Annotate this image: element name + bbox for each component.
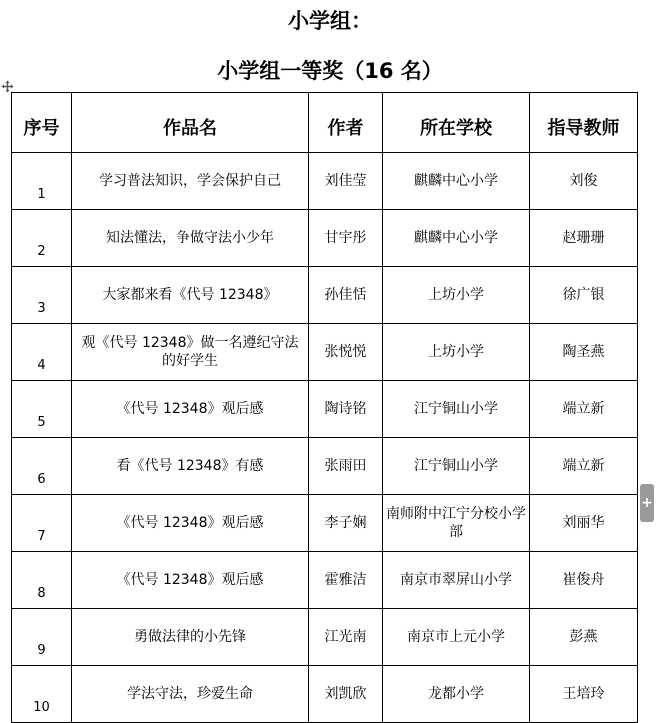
column-header-author: 作者 — [309, 93, 383, 153]
cell-work: 《代号 12348》观后感 — [72, 495, 309, 552]
move-icon[interactable] — [1, 78, 14, 91]
cell-school: 龙都小学 — [383, 666, 530, 723]
table-header-row — [12, 93, 638, 153]
cell-school: 江宁铜山小学 — [383, 438, 530, 495]
cell-school: 麒麟中心小学 — [383, 153, 530, 210]
cell-index: 2 — [12, 210, 72, 267]
cell-index: 10 — [12, 666, 72, 723]
cell-author: 霍雅洁 — [309, 552, 383, 609]
column-header-work: 作品名 — [72, 93, 309, 153]
cell-work: 学习普法知识，学会保护自己 — [72, 153, 309, 210]
cell-school: 上坊小学 — [383, 324, 530, 381]
cell-teacher: 王培玲 — [530, 666, 638, 723]
cell-teacher: 端立新 — [530, 381, 638, 438]
cell-school: 南京市上元小学 — [383, 609, 530, 666]
table-row — [12, 381, 638, 438]
cell-teacher: 刘俊 — [530, 153, 638, 210]
cell-author: 孙佳恬 — [309, 267, 383, 324]
cell-school: 江宁铜山小学 — [383, 381, 530, 438]
cell-author: 江光南 — [309, 609, 383, 666]
cell-author: 陶诗铭 — [309, 381, 383, 438]
cell-teacher: 端立新 — [530, 438, 638, 495]
cell-work: 勇做法律的小先锋 — [72, 609, 309, 666]
cell-teacher: 赵珊珊 — [530, 210, 638, 267]
cell-school: 南京市翠屏山小学 — [383, 552, 530, 609]
cell-index: 1 — [12, 153, 72, 210]
cell-index: 5 — [12, 381, 72, 438]
cell-teacher: 徐广银 — [530, 267, 638, 324]
table-row — [12, 438, 638, 495]
cell-author: 刘佳莹 — [309, 153, 383, 210]
cell-index: 7 — [12, 495, 72, 552]
cell-index: 4 — [12, 324, 72, 381]
table-row — [12, 324, 638, 381]
cell-author: 张悦悦 — [309, 324, 383, 381]
table-row — [12, 495, 638, 552]
table-row — [12, 609, 638, 666]
table-row — [12, 552, 638, 609]
cell-index: 8 — [12, 552, 72, 609]
column-header-index: 序号 — [12, 93, 72, 153]
cell-work: 观《代号 12348》做一名遵纪守法的好学生 — [72, 324, 309, 381]
award-table — [11, 92, 638, 723]
cell-work: 《代号 12348》观后感 — [72, 381, 309, 438]
cell-work: 大家都来看《代号 12348》 — [72, 267, 309, 324]
table-row — [12, 210, 638, 267]
cell-author: 甘宇彤 — [309, 210, 383, 267]
table-row — [12, 153, 638, 210]
cell-work: 知法懂法，争做守法小少年 — [72, 210, 309, 267]
cell-index: 6 — [12, 438, 72, 495]
page-title: 小学组： — [288, 9, 372, 33]
cell-school: 南师附中江宁分校小学部 — [383, 495, 530, 552]
cell-index: 9 — [12, 609, 72, 666]
plus-icon[interactable]: + — [640, 484, 654, 522]
cell-teacher: 彭燕 — [530, 609, 638, 666]
cell-index: 3 — [12, 267, 72, 324]
cell-school: 上坊小学 — [383, 267, 530, 324]
cell-author: 张雨田 — [309, 438, 383, 495]
cell-teacher: 崔俊舟 — [530, 552, 638, 609]
cell-school: 麒麟中心小学 — [383, 210, 530, 267]
award-title: 小学组一等奖（16 名） — [217, 59, 443, 83]
cell-work: 学法守法，珍爱生命 — [72, 666, 309, 723]
table-row — [12, 666, 638, 723]
cell-work: 《代号 12348》观后感 — [72, 552, 309, 609]
table-row — [12, 267, 638, 324]
cell-teacher: 陶圣燕 — [530, 324, 638, 381]
cell-author: 李子娴 — [309, 495, 383, 552]
column-header-school: 所在学校 — [383, 93, 530, 153]
cell-work: 看《代号 12348》有感 — [72, 438, 309, 495]
column-header-teacher: 指导教师 — [530, 93, 638, 153]
cell-teacher: 刘丽华 — [530, 495, 638, 552]
cell-author: 刘凯欣 — [309, 666, 383, 723]
